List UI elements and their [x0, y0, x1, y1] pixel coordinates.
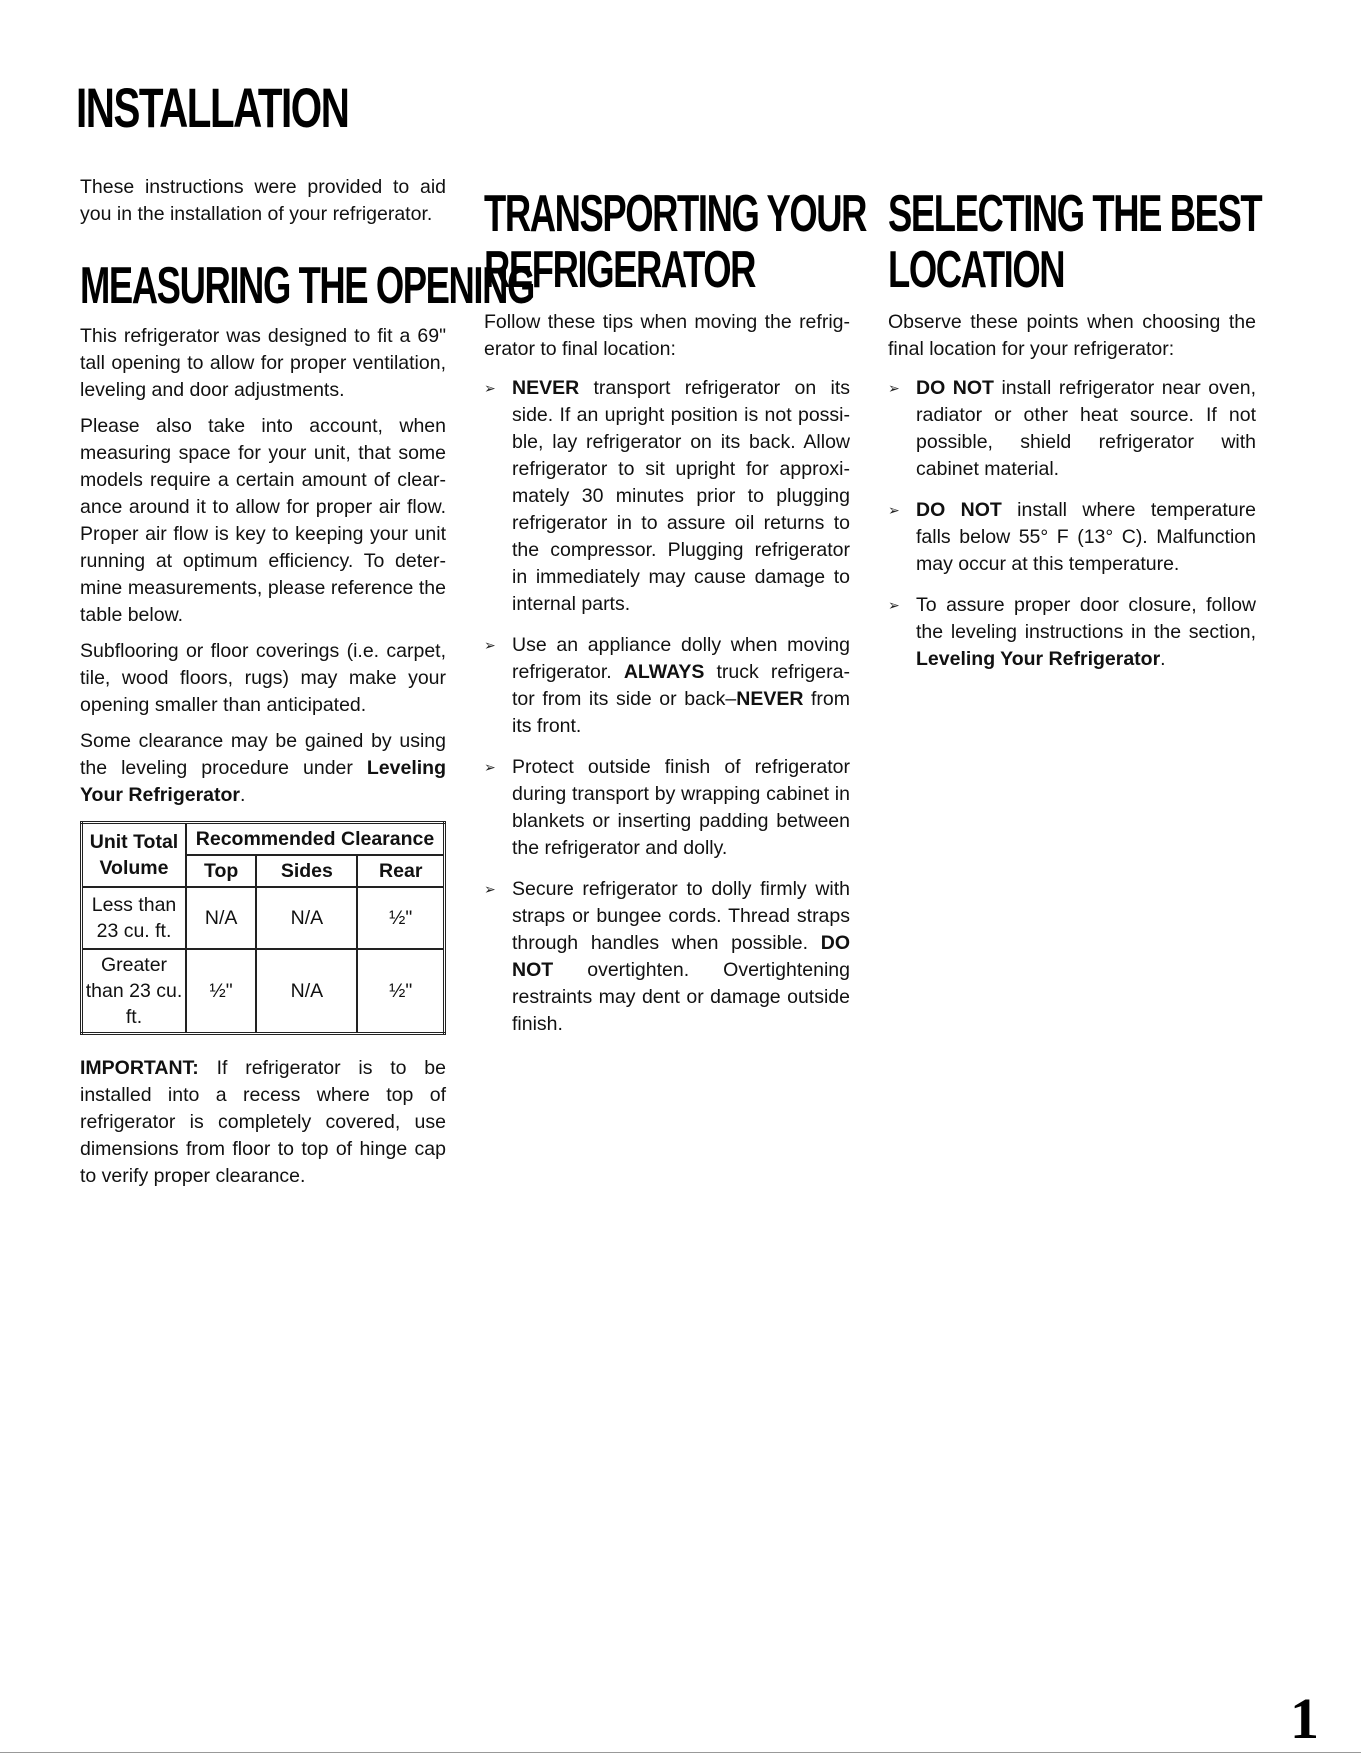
tip-text: transport refrigerator on its side. If an upright position is not possi-ble, lay refrigerator on its back. Allow refrigerator to sit upright for approxi-mately 30 minutes prior to plugging refrigerator in to assure oil returns to the compressor. Plugging refrigerator in immediately may cause damage to internal parts.: [512, 377, 850, 615]
arrow-bullet-icon: ➢: [888, 502, 900, 518]
list-item: [484, 754, 850, 862]
arrow-bullet-icon: ➢: [484, 637, 496, 653]
tip-text: Protect outside finish of refrigerator during transport by wrapping cabinet in blankets or inserting padding between the refrigerator and dolly.: [512, 756, 850, 859]
tip-text: Secure refrigerator to dolly firmly with straps or bungee cords. Thread straps through handles when possible.: [512, 878, 850, 954]
arrow-bullet-icon: ➢: [484, 380, 496, 396]
important-text: If refrigerator is to be installed into a recess where top of refrigerator is completely covered, use dimensions from floor to top of hinge cap to verify proper clearance.: [80, 1057, 446, 1187]
bottom-rule: [0, 1752, 1361, 1753]
list-item: [484, 876, 850, 1038]
list-item: [484, 632, 850, 740]
tip-text: truck refrigera-tor from its side or back–: [512, 661, 850, 710]
heading-selecting-line1: SELECTING THE BEST: [888, 185, 1262, 243]
table-cell-sides: N/A: [256, 949, 357, 1034]
leveling-link-text: Leveling Your Refrigerator: [80, 757, 446, 806]
never-label: NEVER: [512, 377, 580, 399]
arrow-bullet-icon: ➢: [888, 380, 900, 396]
page-number: 1: [1290, 1686, 1319, 1751]
arrow-bullet-icon: ➢: [888, 597, 900, 613]
table-header-top: Top: [186, 855, 256, 887]
transporting-tips-list: [484, 375, 850, 1038]
arrow-bullet-icon: ➢: [484, 759, 496, 775]
table-cell-rear: ½": [357, 949, 444, 1034]
table-header-rear: Rear: [357, 855, 444, 887]
table-header-recommended-clearance: Recommended Clearance: [186, 823, 445, 856]
location-points-list: [888, 375, 1256, 673]
table-header-sides: Sides: [256, 855, 357, 887]
point-text: install where temperature falls below 55° F (13° C). Malfunction may occur at this temperature.: [916, 499, 1256, 575]
leveling-note-end: .: [240, 784, 246, 806]
table-row: [82, 949, 445, 1034]
paragraph-floor-coverings: Subflooring or floor coverings (i.e. carpet, tile, wood floors, rugs) may make your opening smaller than anticipated.: [80, 640, 446, 716]
paragraph-leveling-note: [80, 728, 446, 809]
do-not-label: DO NOT: [916, 499, 1002, 521]
do-not-label: DO NOT: [916, 377, 994, 399]
leveling-note-text: Some clearance may be gained by using the leveling procedure under: [80, 730, 446, 779]
heading-selecting-line2: LOCATION: [888, 241, 1065, 299]
table-cell-top: ½": [186, 949, 256, 1034]
important-note: [80, 1055, 446, 1190]
intro-text: These instructions were provided to aid you in the installation of your refrigerator.: [80, 176, 446, 225]
tip-text: Use an appliance dolly when moving refrigerator.: [512, 634, 850, 683]
point-text: install refrigerator near oven, radiator or other heat source. If not possible, shield refrigerator with cabinet material.: [916, 377, 1256, 480]
table-cell-rear: ½": [357, 887, 444, 949]
always-label: ALWAYS: [623, 661, 705, 683]
table-header-unit-volume: Unit Total Volume: [82, 823, 187, 888]
clearance-table: [80, 821, 446, 1035]
do-not-label: DO NOT: [512, 932, 850, 981]
point-text-end: .: [1160, 648, 1166, 670]
arrow-bullet-icon: ➢: [484, 881, 496, 897]
location-intro: Observe these points when choosing the final location for your refrigerator:: [888, 311, 1256, 360]
heading-transporting-line2: REFRIGERATOR: [484, 241, 756, 299]
list-item: [888, 375, 1256, 483]
list-item: [888, 592, 1256, 673]
tip-text: from its front.: [512, 688, 850, 737]
leveling-link-text: Leveling Your Refrigerator: [916, 648, 1161, 670]
never-label: NEVER: [736, 688, 804, 710]
table-cell-top: N/A: [186, 887, 256, 949]
table-cell-volume: Less than 23 cu. ft.: [82, 887, 187, 949]
list-item: [484, 375, 850, 618]
page-title: INSTALLATION: [76, 76, 349, 139]
important-label: IMPORTANT:: [80, 1057, 199, 1079]
table-cell-sides: N/A: [256, 887, 357, 949]
paragraph-clearance: Please also take into account, when measuring space for your unit, that some models require a certain amount of clear-ance around it to allow for proper air flow. Proper air flow is key to keeping your unit running at optimum efficiency. To deter-mine measurements, please reference the table below.: [80, 415, 446, 626]
heading-measuring-the-opening: MEASURING THE OPENING: [80, 257, 534, 315]
tip-text: overtighten. Overtightening restraints may dent or damage outside finish.: [512, 959, 850, 1035]
table-cell-volume: Greater than 23 cu. ft.: [82, 949, 187, 1034]
table-row: [82, 887, 445, 949]
point-text: To assure proper door closure, follow the leveling instructions in the section,: [916, 594, 1256, 643]
list-item: [888, 497, 1256, 578]
transporting-intro: Follow these tips when moving the refrig-erator to final location:: [484, 311, 850, 360]
heading-transporting-line1: TRANSPORTING YOUR: [484, 185, 867, 243]
paragraph-opening-size: This refrigerator was designed to fit a 69" tall opening to allow for proper ventilation, leveling and door adjustments.: [80, 325, 446, 401]
